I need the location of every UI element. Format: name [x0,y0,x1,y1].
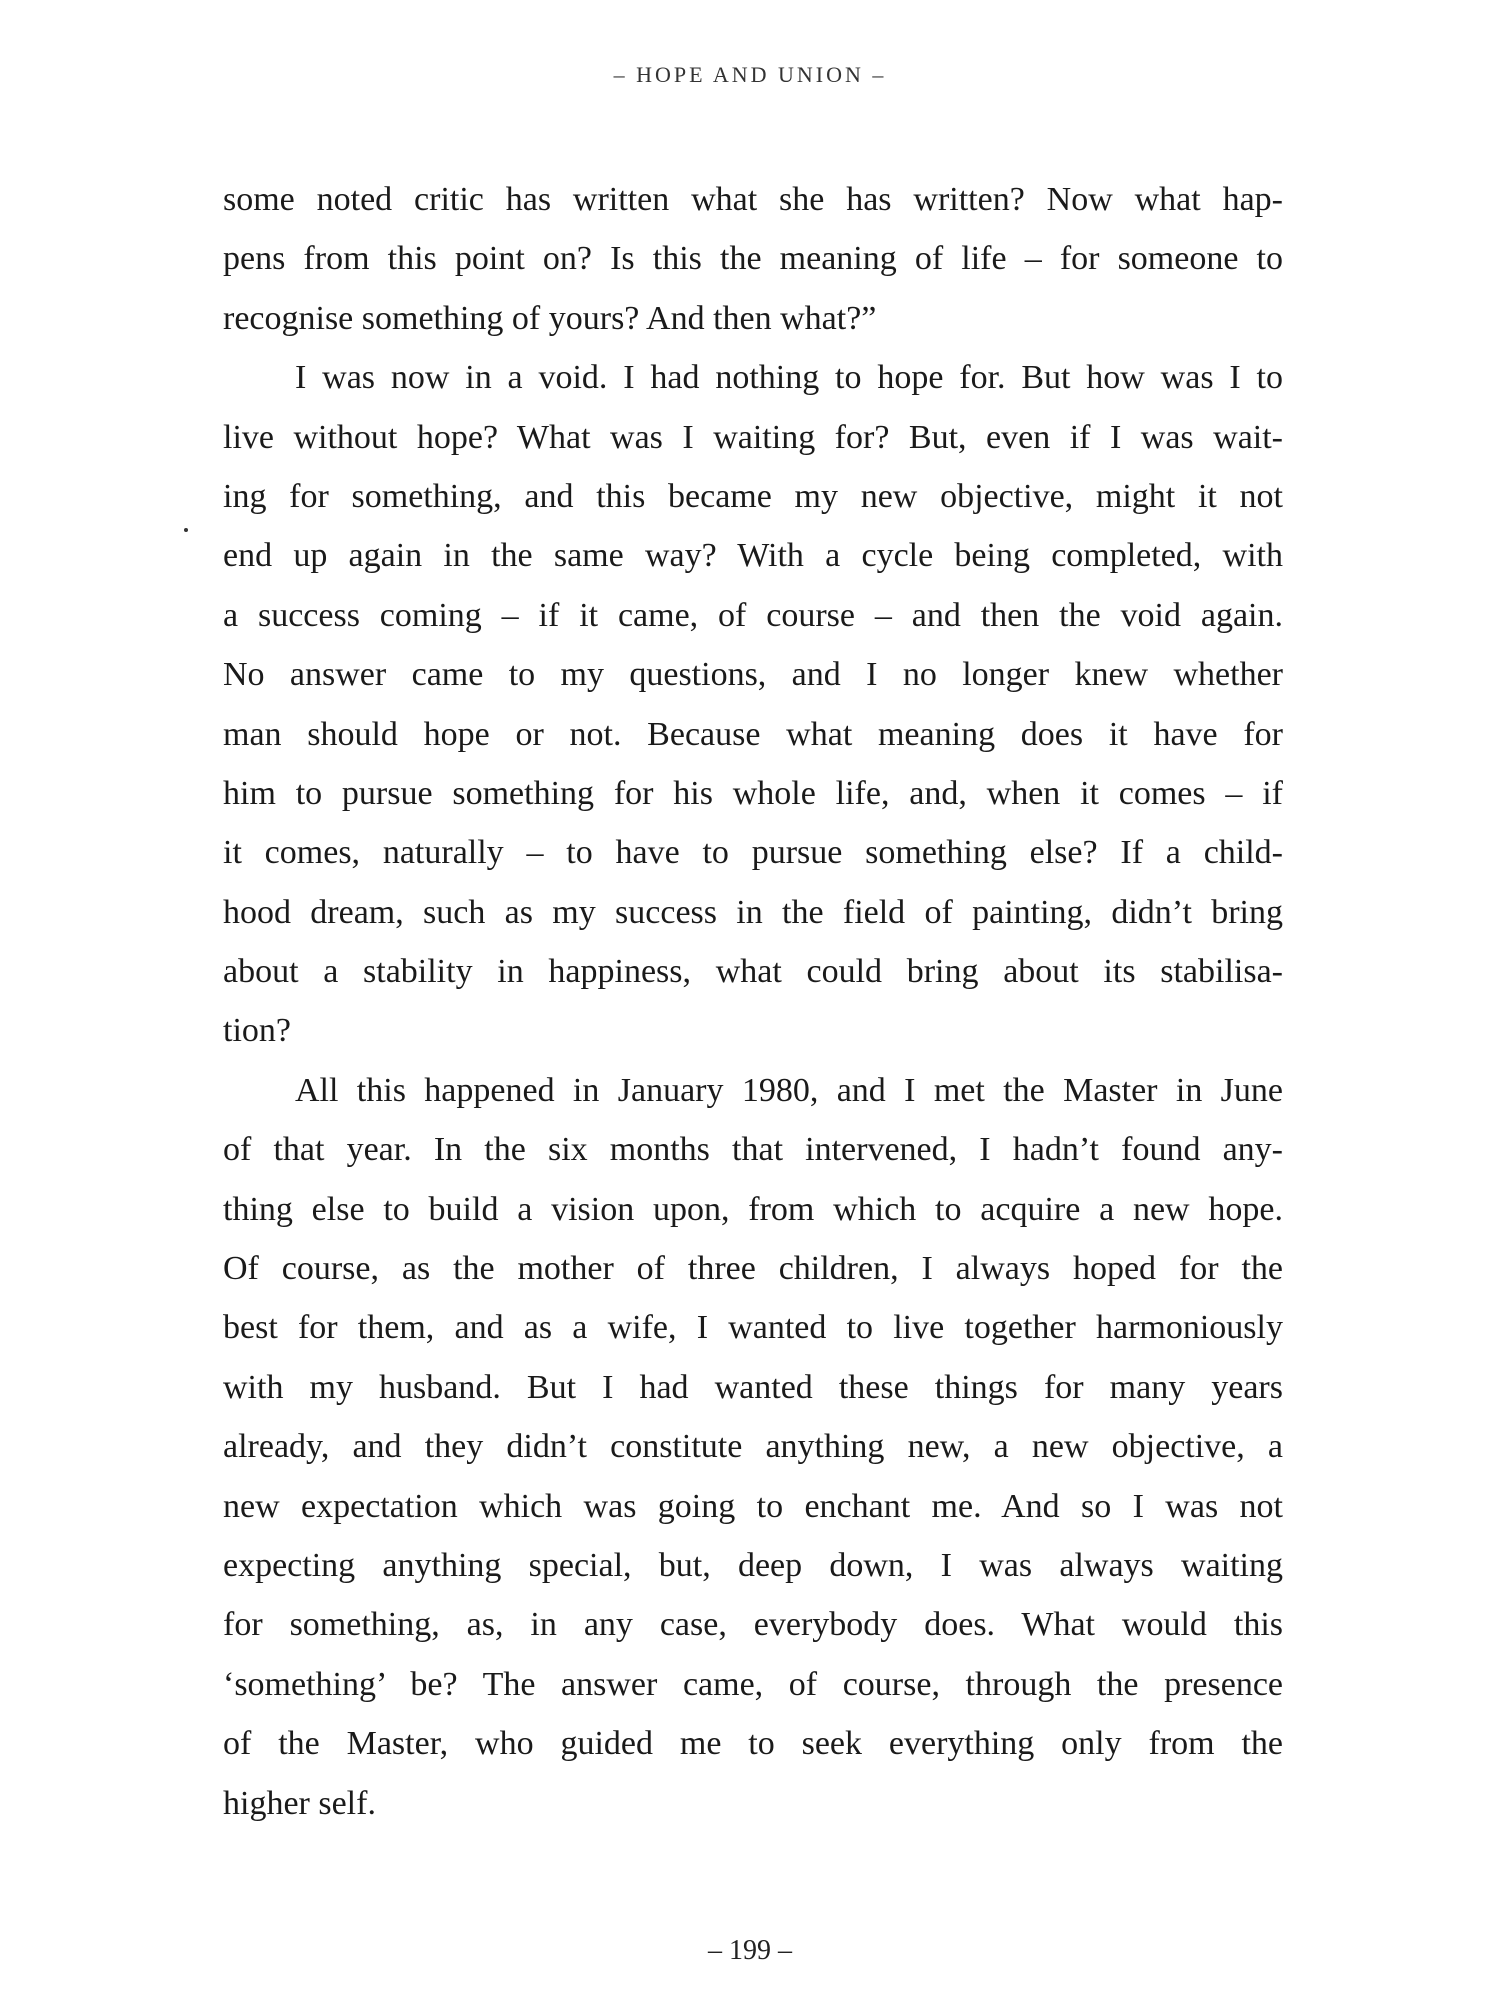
running-head: – HOPE AND UNION – [613,62,887,87]
text-line: it comes, naturally – to have to pursue something else? If a child- [223,834,1283,872]
page-number: – 199 – [708,1935,792,1966]
stray-mark [184,528,188,532]
text-line: already, and they didn’t constitute anything new, a new objective, a [223,1428,1283,1466]
text-line: best for them, and as a wife, I wanted to live together harmoniously [223,1309,1283,1347]
text-line: No answer came to my questions, and I no longer knew whether [223,656,1283,694]
text-line: with my husband. But I had wanted these things for many years [223,1368,1283,1406]
text-line: of the Master, who guided me to seek everything only from the [223,1725,1283,1763]
text-line: thing else to build a vision upon, from which to acquire a new hope. [223,1190,1283,1228]
paragraph-start-line: All this happened in January 1980, and I met the Master in June [295,1071,1283,1109]
text-line: end up again in the same way? With a cycle being completed, with [223,537,1283,575]
text-line: new expectation which was going to enchant me. And so I was not [223,1487,1283,1525]
text-line: a success coming – if it came, of course – and then the void again. [223,596,1283,634]
text-line: man should hope or not. Because what meaning does it have for [223,715,1283,753]
text-line: tion? [223,1012,291,1050]
text-line: about a stability in happiness, what could bring about its stabilisa- [223,953,1283,991]
text-line: Of course, as the mother of three children, I always hoped for the [223,1250,1283,1288]
text-line: pens from this point on? Is this the meaning of life – for someone to [223,240,1283,278]
text-line: live without hope? What was I waiting for? But, even if I was wait- [223,418,1283,456]
page-body [223,170,1283,1833]
text-line: ing for something, and this became my new objective, might it not [223,477,1283,515]
text-line: recognise something of yours? And then what?” [223,299,877,337]
text-line: hood dream, such as my success in the field of painting, didn’t bring [223,893,1283,931]
text-line: expecting anything special, but, deep down, I was always waiting [223,1546,1283,1584]
text-line: ‘something’ be? The answer came, of course, through the presence [223,1665,1283,1703]
text-line: of that year. In the six months that intervened, I hadn’t found any- [223,1131,1283,1169]
paragraph-start-line: I was now in a void. I had nothing to hope for. But how was I to [295,359,1283,397]
text-line: some noted critic has written what she has written? Now what hap- [223,181,1283,218]
text-line: higher self. [223,1784,376,1822]
text-line: him to pursue something for his whole life, and, when it comes – if [223,774,1283,812]
text-line: for something, as, in any case, everybody does. What would this [223,1606,1283,1644]
